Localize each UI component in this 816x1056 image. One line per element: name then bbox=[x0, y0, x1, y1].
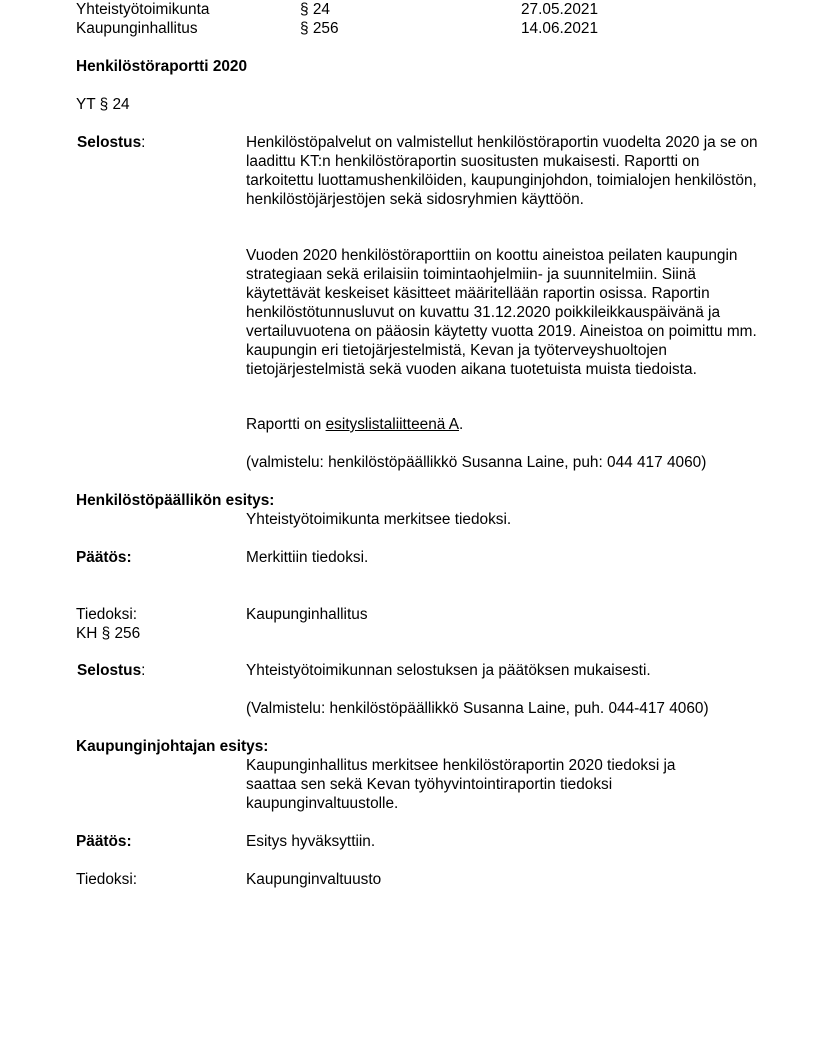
header-section-1: § 24 bbox=[300, 1, 330, 18]
mayor-proposal-text: Kaupunginhallitus merkitsee henkilöstöraportin 2020 tiedoksi ja saattaa sen sekä Kevan työhyvintointiraportin tiedoksi kaupunginvaltuustolle. bbox=[246, 757, 676, 812]
header-section-2: § 256 bbox=[300, 20, 339, 37]
selostus-paragraph-2: Vuoden 2020 henkilöstöraporttiin on koottu aineistoa peilaten kaupungin strategiaan sekä erilaisiin toimintaohjelmiin- ja suunnitelmiin. Siinä käytettävät keskeiset käsitteet määritellään raportin osissa. Raportin henkilöstötunnusluvut on kuvattu 31.12.2020 poikkileikkauspäivänä ja vertailuvuotena on pääosin käytetty vuotta 2019. Aineistoa on poimittu mm. kaupungin eri tietojärjestelmistä, Kevan ja työterveyshuoltojen tietojärjestelmistä sekä vuoden aikana tuotetuista muista tiedoista. bbox=[246, 247, 757, 378]
document-title: Henkilöstöraportti 2020 bbox=[76, 58, 248, 75]
decision-label: Päätös: bbox=[76, 549, 132, 566]
preparer-note-2: (Valmistelu: henkilöstöpäällikkö Susanna Laine, puh. 044-417 4060) bbox=[246, 700, 709, 717]
decision-text-2: Esitys hyväksyttiin. bbox=[246, 833, 376, 850]
selostus-2-paragraph-1: Yhteistyötoimikunnan selostuksen ja päätöksen mukaisesti. bbox=[246, 662, 651, 679]
header-body-1: Yhteistyötoimikunta bbox=[76, 1, 210, 18]
decision-text: Merkittiin tiedoksi. bbox=[246, 549, 369, 566]
selostus-label: Selostus: bbox=[77, 134, 146, 151]
selostus-paragraph-1: Henkilöstöpalvelut on valmistellut henkilöstöraportin vuodelta 2020 ja se on laadittu KT:n henkilöstöraportin suositusten mukaisesti. Raportti on tarkoitettu luottamushenkilöiden, kaupunginjohdon, toimialojen henkilöstön, henkilöstöjärjestöjen sekä sidosryhmien käyttöön. bbox=[246, 134, 758, 208]
for-information-text-2: Kaupunginvaltuusto bbox=[246, 871, 382, 888]
proposal-text: Yhteistyötoimikunta merkitsee tiedoksi. bbox=[246, 511, 512, 528]
for-information-label-2: Tiedoksi: bbox=[76, 871, 138, 888]
header-date-2: 14.06.2021 bbox=[521, 20, 599, 37]
preparer-note: (valmistelu: henkilöstöpäällikkö Susanna Laine, puh: 044 417 4060) bbox=[246, 454, 707, 471]
for-information-label: Tiedoksi: bbox=[76, 606, 138, 623]
header-body-2: Kaupunginhallitus bbox=[76, 20, 198, 37]
section-reference: YT § 24 bbox=[76, 96, 130, 113]
selostus-paragraph-3: Raportti on esityslistaliitteenä A. bbox=[246, 416, 464, 433]
mayor-proposal-label: Kaupunginjohtajan esitys: bbox=[76, 738, 269, 755]
section-reference-kh: KH § 256 bbox=[76, 625, 141, 642]
for-information-text: Kaupunginhallitus bbox=[246, 606, 368, 623]
decision-label-2: Päätös: bbox=[76, 833, 132, 850]
header-date-1: 27.05.2021 bbox=[521, 1, 599, 18]
selostus-label-2: Selostus: bbox=[77, 662, 146, 679]
attachment-link[interactable]: esityslistaliitteenä A bbox=[325, 416, 460, 433]
proposal-label: Henkilöstöpäällikön esitys: bbox=[76, 492, 275, 509]
